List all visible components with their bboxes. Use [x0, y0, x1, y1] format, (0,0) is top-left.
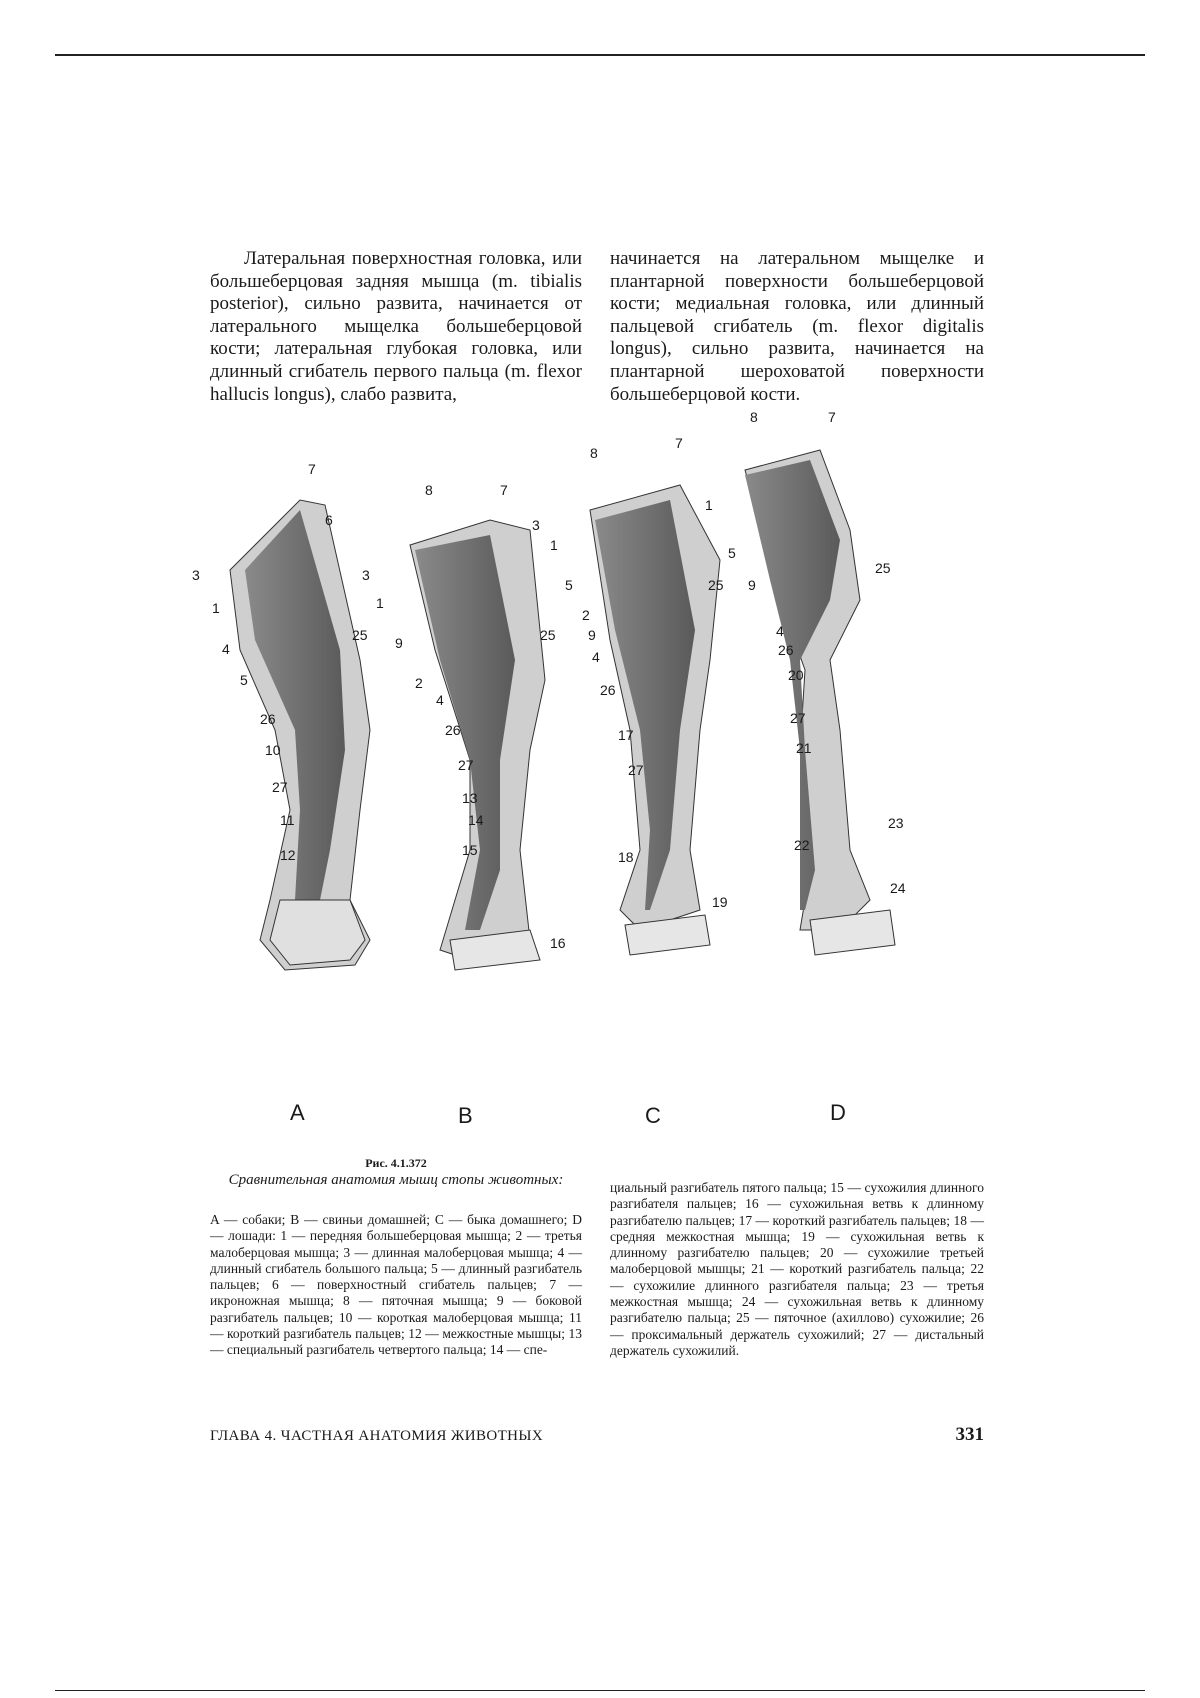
footer-rule [55, 1690, 1145, 1691]
label-a-10: 10 [265, 742, 281, 758]
label-c-27: 27 [628, 762, 644, 778]
label-a-1: 1 [212, 600, 220, 616]
label-c-5: 5 [565, 577, 573, 593]
label-d-27: 27 [790, 710, 806, 726]
label-a-6: 6 [325, 512, 333, 528]
label-a-26: 26 [260, 711, 276, 727]
label-c-1: 1 [550, 537, 558, 553]
label-a-3: 3 [192, 567, 200, 583]
label-c-4: 4 [592, 649, 600, 665]
label-b-26: 26 [445, 722, 461, 738]
leg-a-drawing [230, 500, 370, 970]
label-c-26: 26 [600, 682, 616, 698]
label-a-7: 7 [308, 461, 316, 477]
label-d-26: 26 [778, 642, 794, 658]
figure-caption-heading [210, 1155, 582, 1189]
header-rule [55, 54, 1145, 56]
body-text-right-column [610, 248, 984, 406]
label-c-8: 8 [590, 445, 598, 461]
label-b-13: 13 [462, 790, 478, 806]
label-b-8: 8 [425, 482, 433, 498]
label-d-1: 1 [705, 497, 713, 513]
figure-caption-right: циальный разгибатель пятого пальца; 15 — сухожилия длинного разгибателя пальцев; 16 — сухожильная ветвь к длинному разгибателю пальцев; 17 — короткий разгибатель пальцев; 18 — средняя межкостная мышца; 19 — сухожильная ветвь к длинному разгибателю пальцев; 20 — сухожилие третьей малоберцовой мышцы; 21 — короткий разгибатель пальца; 22 — сухожилие длинного разгибателя пальца; 23 — третья межкостная мышца; 24 — сухожильная ветвь к длинному разгибателю пальца; 25 — пяточное (ахиллово) сухожилие; 26 — проксимальный держатель сухожилий; 27 — дистальный держатель сухожилий. [610, 1180, 984, 1358]
label-c-3: 3 [532, 517, 540, 533]
label-c-18: 18 [618, 849, 634, 865]
label-a-4: 4 [222, 641, 230, 657]
label-b-7: 7 [500, 482, 508, 498]
leg-c-drawing [590, 485, 720, 955]
figure-number: Рис. 4.1.372 [365, 1156, 427, 1170]
panel-letter-c: C [645, 1103, 661, 1128]
label-c-19: 19 [712, 894, 728, 910]
label-b-1: 1 [376, 595, 384, 611]
label-c-17: 17 [618, 727, 634, 743]
label-d-25: 25 [875, 560, 891, 576]
page-number: 331 [955, 1424, 984, 1445]
label-c-2: 2 [582, 607, 590, 623]
body-paragraph-left: Латеральная поверхностная головка, или большеберцовая задняя мышца (m. tibialis posterior), сильно развита, начинается от латерального мыщелка большеберцовой кости; латеральная глубокая головка, или длинный сгибатель первого пальца (m. flexor hallucis longus), слабо развита, [210, 248, 582, 405]
figure-title: Сравнительная анатомия мышц стопы животных: [228, 1172, 564, 1188]
figure-illustration [192, 409, 1000, 1150]
label-d-5: 5 [728, 545, 736, 561]
figure-caption-left: A — собаки; B — свиньи домашней; C — быка домашнего; D — лошади: 1 — передняя большеберцовая мышца; 2 — третья малоберцовая мышца; 3 — длинная малоберцовая мышца; 4 — длинный сгибатель большого пальца; 5 — длинный разгибатель пальцев; 6 — поверхностный сгибатель пальцев; 7 — икроножная мышца; 8 — пяточная мышца; 9 — боковой разгибатель пальцев; 10 — короткая малоберцовая мышца; 11 — короткий разгибатель пальцев; 12 — межкостные мышцы; 13 — специальный разгибатель четвертого пальца; 14 — спе- [210, 1212, 582, 1358]
label-c-25: 25 [708, 577, 724, 593]
label-a-27: 27 [272, 779, 288, 795]
label-b-14: 14 [468, 812, 484, 828]
label-d-21: 21 [796, 740, 812, 756]
label-b-27: 27 [458, 757, 474, 773]
panel-letter-d: D [830, 1100, 846, 1125]
label-b-4: 4 [436, 692, 444, 708]
label-d-20: 20 [788, 667, 804, 683]
label-b-25: 25 [540, 627, 556, 643]
label-b-16: 16 [550, 935, 566, 951]
label-c-9: 9 [588, 627, 596, 643]
label-d-7: 7 [828, 409, 836, 425]
label-d-8: 8 [750, 409, 758, 425]
leg-b-drawing [410, 520, 545, 970]
label-a-12: 12 [280, 847, 296, 863]
body-text-left-column [210, 248, 582, 406]
label-a-5: 5 [240, 672, 248, 688]
leg-d-drawing [745, 450, 895, 955]
label-b-15: 15 [462, 842, 478, 858]
label-b-2: 2 [415, 675, 423, 691]
panel-letter-b: B [458, 1103, 473, 1128]
figure-leg-muscles [192, 409, 1000, 1150]
label-d-4: 4 [776, 623, 784, 639]
label-d-22: 22 [794, 837, 810, 853]
label-a-25: 25 [352, 627, 368, 643]
label-c-7: 7 [675, 435, 683, 451]
panel-letter-a: A [290, 1100, 305, 1125]
label-d-9: 9 [748, 577, 756, 593]
label-d-23: 23 [888, 815, 904, 831]
running-footer-chapter: ГЛАВА 4. ЧАСТНАЯ АНАТОМИЯ ЖИВОТНЫХ [210, 1428, 544, 1444]
body-paragraph-right: начинается на латеральном мыщелке и плантарной поверхности большеберцовой кости; медиальная головка, или длинный пальцевой сгибатель (m. flexor digitalis longus), сильно развита, начинается на плантарной шероховатой поверхности большеберцовой кости. [610, 248, 984, 405]
label-b-9: 9 [395, 635, 403, 651]
label-a-11: 11 [280, 812, 295, 828]
label-b-3: 3 [362, 567, 370, 583]
label-d-24: 24 [890, 880, 906, 896]
